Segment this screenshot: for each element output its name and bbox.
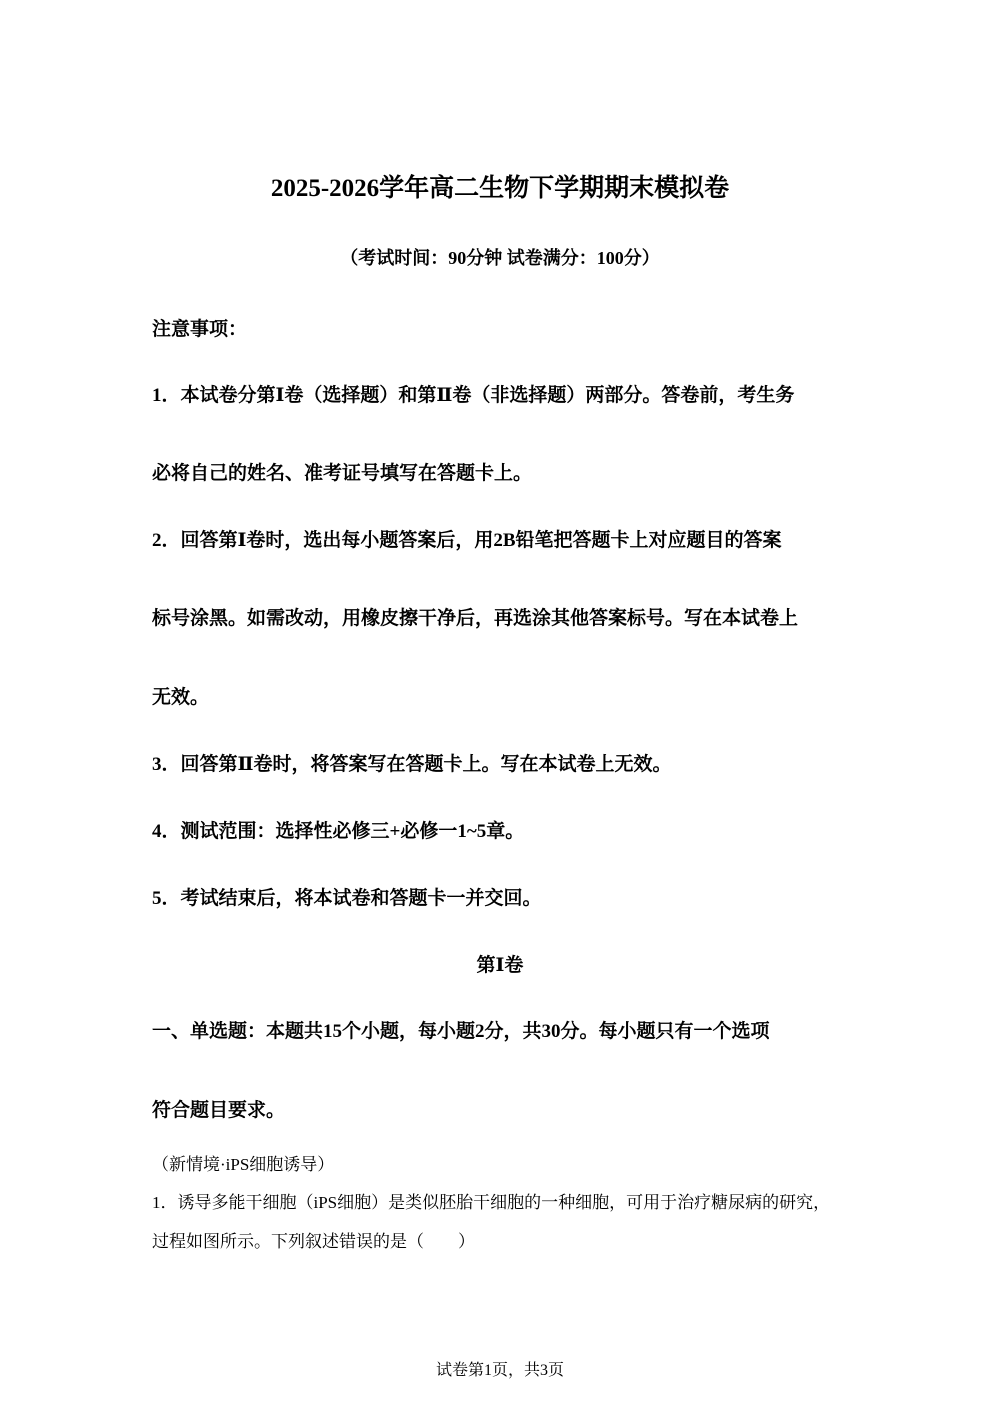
notice-1-line-1: 1．本试卷分第Ⅰ卷（选择题）和第Ⅱ卷（非选择题）两部分。答卷前，考生务 (152, 385, 795, 406)
notice-3: 3．回答第Ⅱ卷时，将答案写在答题卡上。写在本试卷上无效。 (152, 754, 672, 775)
question-1-line-1: 1．诱导多能干细胞（iPS细胞）是类似胚胎干细胞的一种细胞，可用于治疗糖尿病的研究， (152, 1193, 831, 1212)
question-1-line-2: 过程如图所示。下列叙述错误的是（ ） (152, 1232, 475, 1251)
section-heading-line-2: 符合题目要求。 (152, 1100, 286, 1121)
exam-time-and-score: （考试时间：90分钟 试卷满分：100分） (340, 248, 660, 268)
notice-2-line-2: 标号涂黑。如需改动，用橡皮擦干净后，再选涂其他答案标号。写在本试卷上 (152, 608, 799, 629)
part-heading: 第Ⅰ卷 (476, 955, 524, 976)
notice-heading: 注意事项： (152, 319, 248, 340)
notice-1-line-2: 必将自己的姓名、准考证号填写在答题卡上。 (152, 463, 533, 484)
section-heading-line-1: 一、单选题：本题共15个小题，每小题2分，共30分。每小题只有一个选项 (152, 1021, 770, 1042)
notice-4: 4．测试范围：选择性必修三+必修一1~5章。 (152, 821, 525, 842)
notice-5: 5．考试结束后，将本试卷和答题卡一并交回。 (152, 888, 542, 909)
notice-2-line-1: 2．回答第Ⅰ卷时，选出每小题答案后，用2B铅笔把答题卡上对应题目的答案 (152, 530, 782, 551)
notice-2-line-3: 无效。 (152, 687, 210, 708)
question-context-tag: （新情境·iPS细胞诱导） (152, 1155, 335, 1174)
page-footer: 试卷第1页，共3页 (435, 1362, 564, 1379)
exam-title: 2025-2026学年高二生物下学期期末模拟卷 (270, 175, 730, 202)
